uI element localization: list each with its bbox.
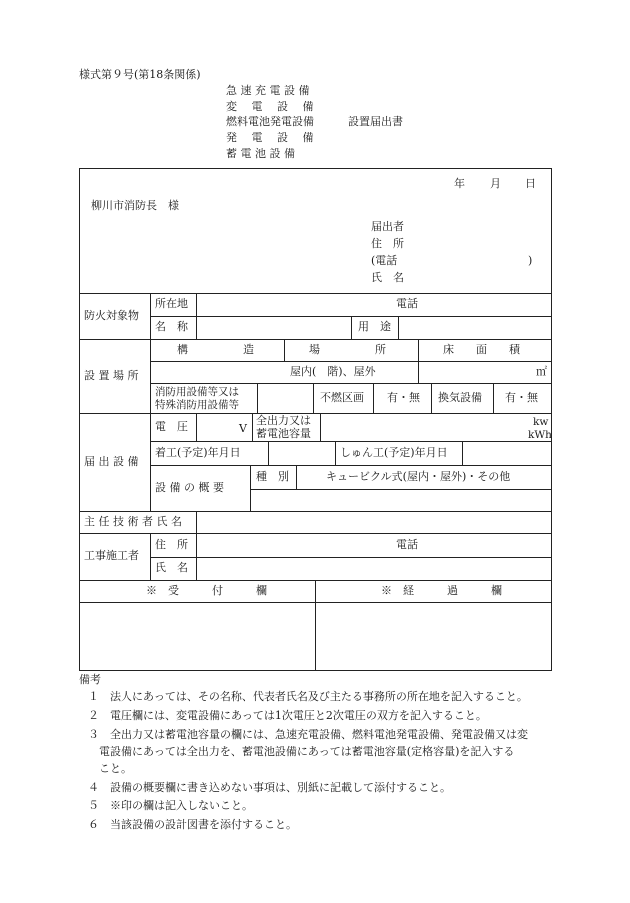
contractor-phone-label: 電話	[396, 538, 418, 551]
kwh-unit: kWh	[528, 429, 552, 441]
note-2: ２ 電圧欄には、変電設備にあっては1次電圧と2次電圧の双方を記入すること。	[88, 709, 487, 722]
progress-header: ※ 経 過 欄	[381, 584, 502, 597]
note-3-cont1: 電設備にあっては全出力を、蓄電池設備にあっては蓄電池容量(定格容量)を記入する	[88, 745, 515, 758]
complete-date-label: しゅん工(予定)年月日	[340, 446, 448, 459]
reception-header: ※ 受 付 欄	[146, 584, 267, 597]
contractor-address-label: 住 所	[155, 538, 188, 551]
addressee: 柳川市消防長 様	[91, 199, 179, 212]
place-header: 場 所	[309, 343, 386, 356]
ventilation-yes-no: 有・無	[505, 391, 538, 404]
install-place-label: 設 置 場 所	[84, 369, 139, 382]
location-label: 所在地	[155, 297, 188, 310]
kw-unit: kw	[533, 416, 549, 428]
voltage-label: 電 圧	[155, 420, 188, 433]
title-line-3: 燃料電池発電設備	[226, 115, 314, 128]
date-day: 日	[525, 177, 536, 190]
usage-label: 用 途	[358, 320, 391, 333]
volt-unit: V	[239, 422, 247, 435]
title-line-2: 変 電 設 備	[226, 100, 314, 113]
date-year: 年	[454, 177, 465, 190]
overview-label: 設 備 の 概 要	[155, 481, 224, 494]
note-1: １ 法人にあっては、その名称、代表者氏名及び主たる事務所の所在地を記入すること。	[88, 690, 528, 703]
title-suffix: 設置届出書	[348, 115, 403, 128]
structure-header: 構 造	[177, 343, 254, 356]
note-3: ３ 全出力又は蓄電池容量の欄には、急速充電設備、燃料電池発電設備、発電設備又は変	[88, 728, 528, 741]
indoor-outdoor: 屋内( 階)、屋外	[290, 365, 376, 378]
note-3-cont2: こと。	[88, 762, 132, 775]
fire-equip-line1: 消防用設備等又は	[155, 386, 239, 398]
target-name-label: 名 称	[155, 320, 188, 333]
fire-target-label: 防火対象物	[84, 309, 139, 322]
address-label: 住 所	[371, 237, 404, 250]
form-number: 様式第９号(第18条関係)	[79, 68, 201, 81]
title-line-5: 蓄 電 池 設 備	[226, 147, 295, 160]
note-4: ４ 設備の概要欄に書き込めない事項は、別紙に記載して添付すること。	[88, 781, 451, 794]
fire-equip-line2: 特殊消防用設備等	[155, 399, 239, 411]
floor-area-header: 床 面 積	[443, 343, 520, 356]
equipment-label: 届 出 設 備	[84, 455, 139, 468]
contractor-label: 工事施工者	[84, 549, 139, 562]
output-line2: 蓄電池容量	[256, 427, 311, 440]
note-5: ５ ※印の欄は記入しないこと。	[88, 799, 253, 812]
location-phone-label: 電話	[396, 297, 418, 310]
notes-title: 備考	[79, 673, 101, 686]
start-date-label: 着工(予定)年月日	[155, 446, 241, 459]
noncombustible-label: 不燃区画	[320, 391, 364, 404]
applicant-label: 届出者	[371, 220, 404, 233]
sqm-unit: ㎡	[536, 365, 547, 378]
type-label: 種 別	[256, 470, 289, 483]
phone-open: (電話	[371, 254, 398, 267]
output-line1: 全出力又は	[256, 414, 311, 427]
date-month: 月	[490, 177, 501, 190]
phone-close: )	[528, 254, 533, 267]
chief-engineer-label: 主 任 技 術 者 氏 名	[84, 515, 182, 528]
name-label: 氏 名	[371, 271, 404, 284]
contractor-name-label: 氏 名	[155, 561, 188, 574]
noncombustible-yes-no: 有・無	[387, 391, 420, 404]
ventilation-label: 換気設備	[438, 391, 482, 404]
title-line-1: 急 速 充 電 設 備	[226, 84, 310, 97]
cubicle-option: キュービクル式(屋内・屋外)・その他	[326, 470, 511, 483]
title-line-4: 発 電 設 備	[226, 131, 314, 144]
note-6: ６ 当該設備の設計図書を添付すること。	[88, 818, 297, 831]
